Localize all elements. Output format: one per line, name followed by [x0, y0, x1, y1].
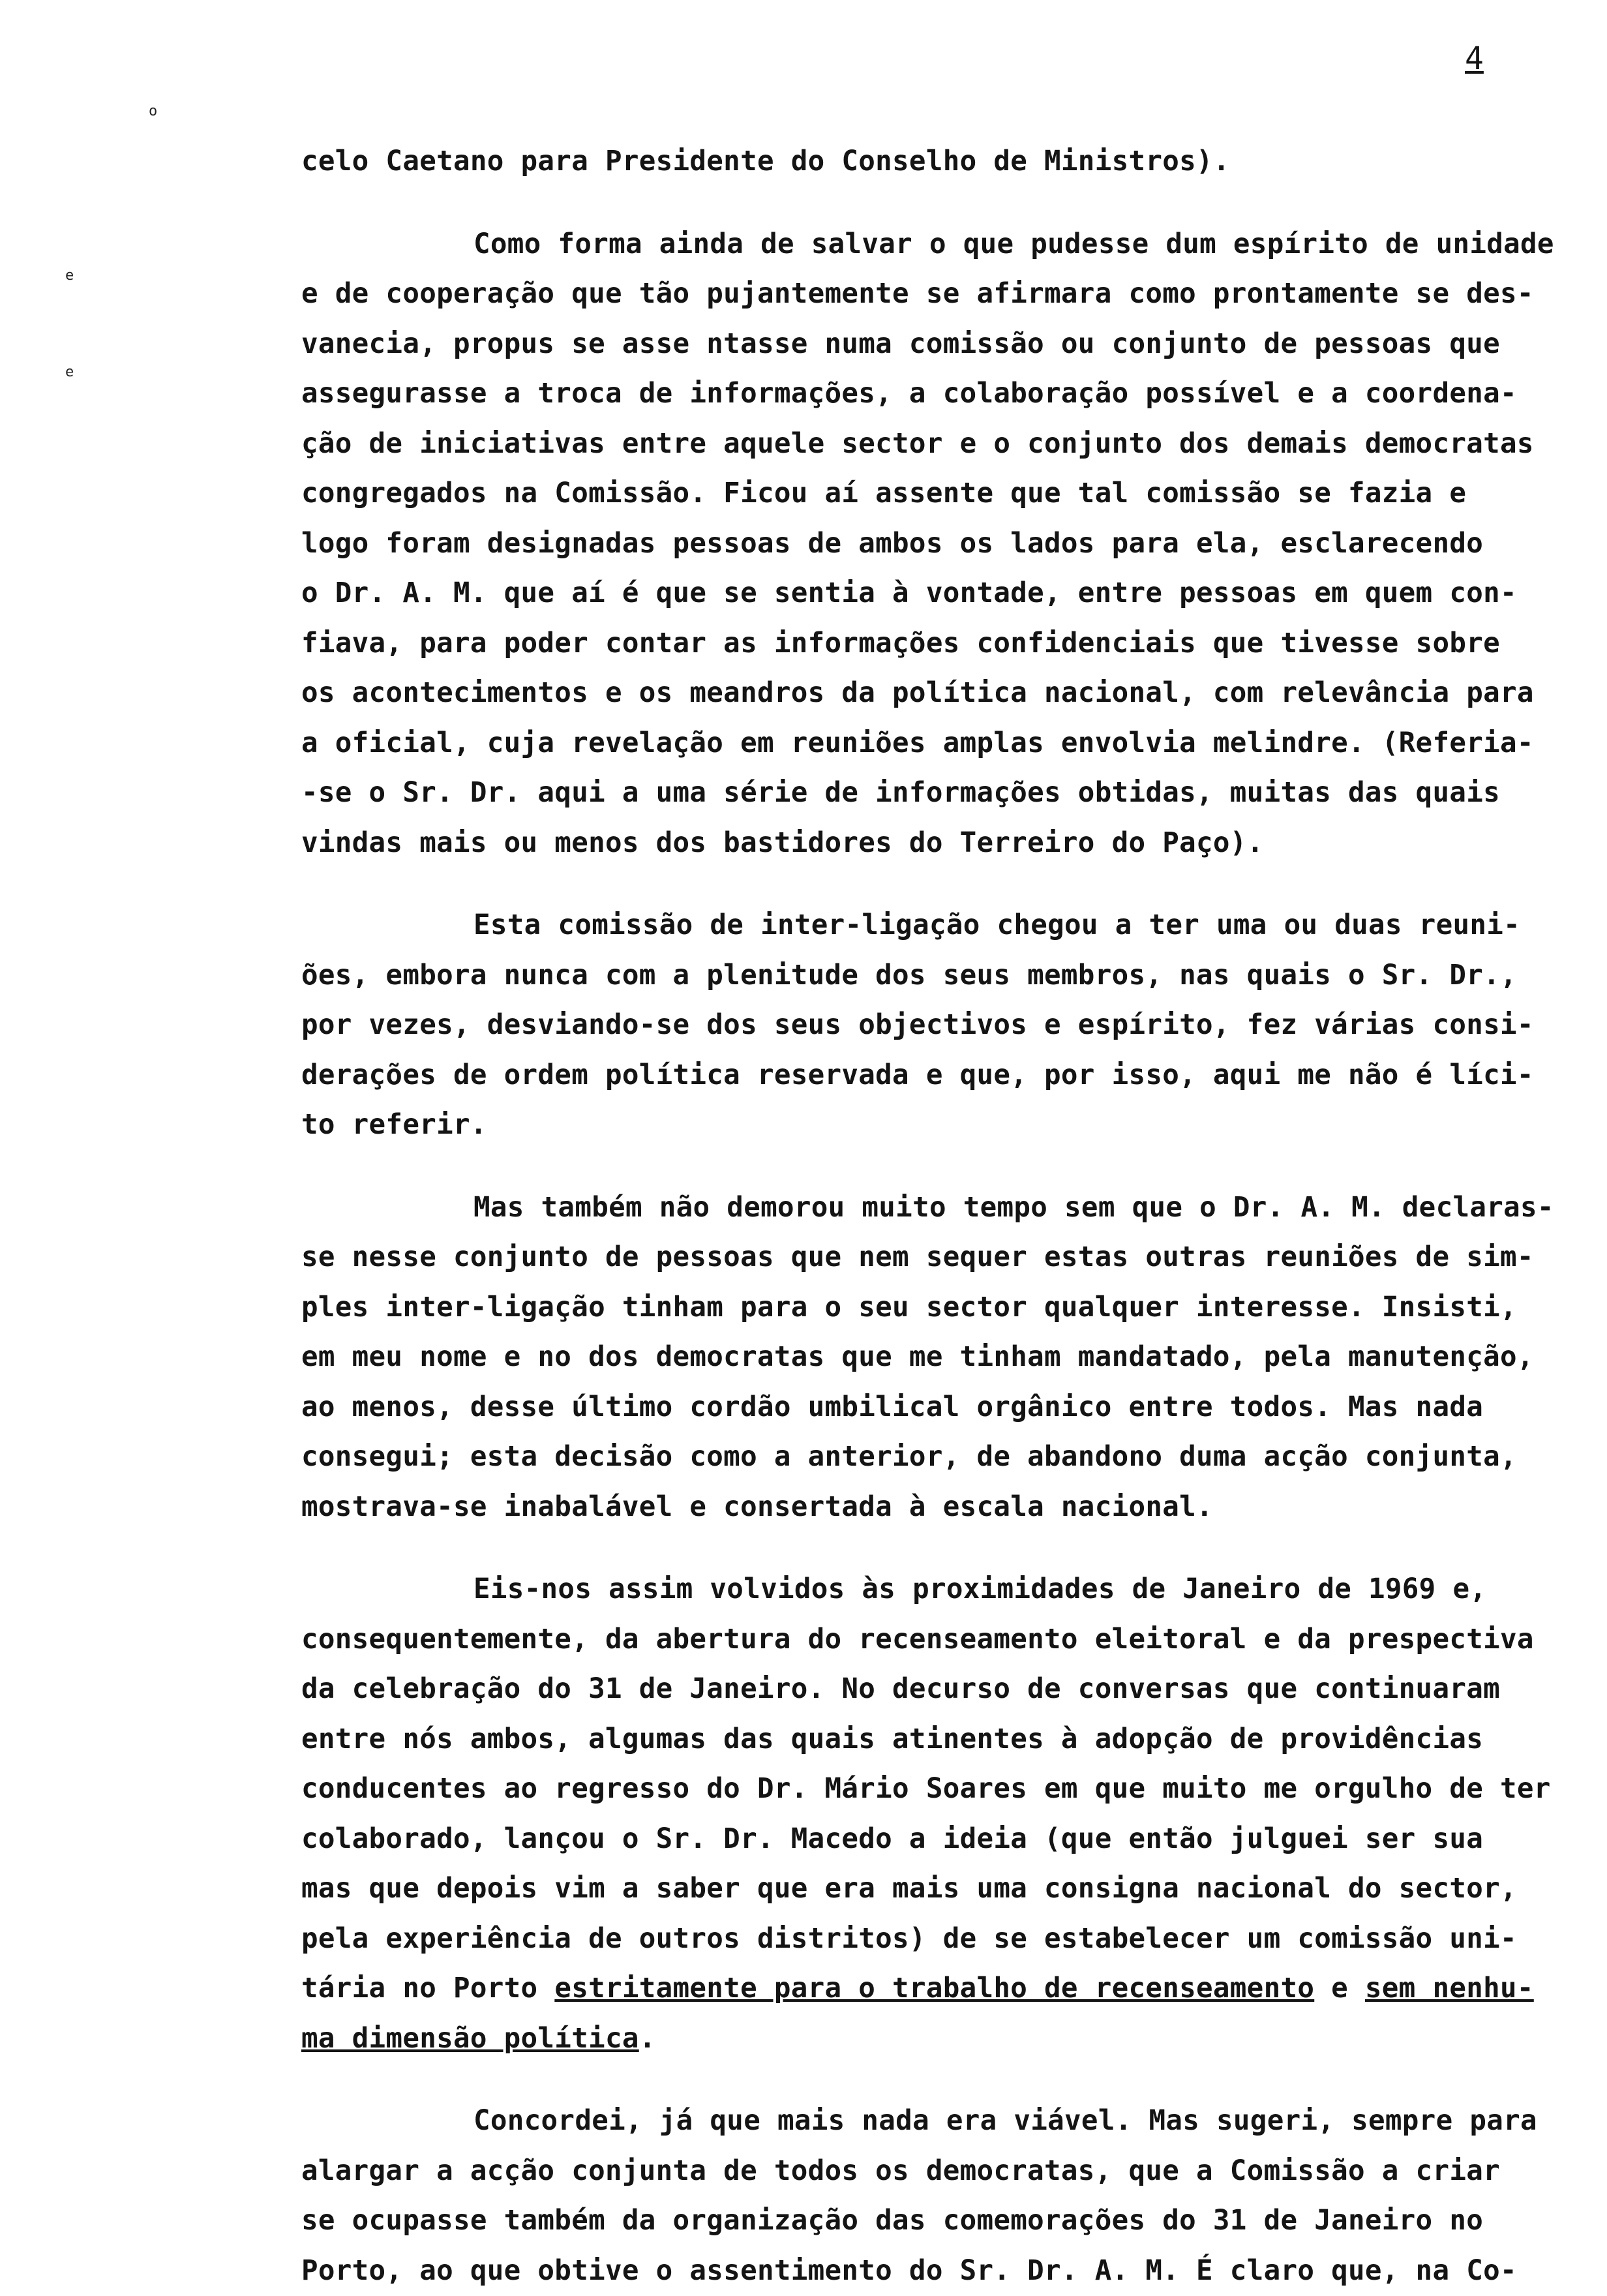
text-line: os acontecimentos e os meandros da política nacional, com relevância para: [301, 669, 1567, 719]
text-segment: e: [1331, 1972, 1348, 2004]
text-line: logo foram designadas pessoas de ambos os lados para ela, esclarecendo: [301, 519, 1567, 569]
paragraph-first-line: Como forma ainda de salvar o que pudesse dum espírito de unidade: [301, 220, 1567, 270]
page-number: 4: [1465, 40, 1484, 77]
margin-mark: e: [65, 364, 74, 380]
underlined-phrase: ma dimensão política: [301, 2023, 639, 2055]
text-line: vanecia, propus se asse ntasse numa comissão ou conjunto de pessoas que: [301, 320, 1567, 370]
text-line: fiava, para poder contar as informações confidenciais que tivesse sobre: [301, 619, 1567, 669]
text-segment: .: [639, 2023, 656, 2055]
text-line: entre nós ambos, algumas das quais atinentes à adopção de providências: [301, 1715, 1567, 1765]
text-line: consequentemente, da abertura do recenseamento eleitoral e da prespectiva: [301, 1615, 1567, 1665]
text-line: por vezes, desviando-se dos seus objectivos e espírito, fez várias consi-: [301, 1001, 1567, 1051]
text-line: celo Caetano para Presidente do Conselho de Ministros).: [301, 137, 1567, 187]
text-line: congregados na Comissão. Ficou aí assente que tal comissão se fazia e: [301, 469, 1567, 519]
text-line: to referir.: [301, 1100, 1567, 1151]
text-line: ção de iniciativas entre aquele sector e o conjunto dos demais democratas: [301, 419, 1567, 470]
margin-mark: e: [65, 267, 74, 284]
text-line: ples inter-ligação tinham para o seu sector qualquer interesse. Insisti,: [301, 1283, 1567, 1333]
underlined-phrase: sem nenhu-: [1365, 1972, 1534, 2004]
text-line-with-underline: [301, 1964, 1567, 2014]
text-line-with-underline: [301, 2014, 1567, 2064]
text-line: mas que depois vim a saber que era mais uma consigna nacional do sector,: [301, 1864, 1567, 1914]
text-line: da celebração do 31 de Janeiro. No decurso de conversas que continuaram: [301, 1665, 1567, 1715]
text-line: assegurasse a troca de informações, a colaboração possível e a coordena-: [301, 369, 1567, 419]
paragraph-first-line: Eis-nos assim volvidos às proximidades de Janeiro de 1969 e,: [301, 1565, 1567, 1615]
text-line: em meu nome e no dos democratas que me tinham mandatado, pela manutenção,: [301, 1333, 1567, 1383]
text-line: consegui; esta decisão como a anterior, de abandono duma acção conjunta,: [301, 1432, 1567, 1483]
underlined-phrase: estritamente para o trabalho de recenseamento: [554, 1972, 1314, 2004]
paragraph-first-line: Esta comissão de inter-ligação chegou a ter uma ou duas reuni-: [301, 901, 1567, 951]
text-line: vindas mais ou menos dos bastidores do Terreiro do Paço).: [301, 819, 1567, 869]
text-line: a oficial, cuja revelação em reuniões amplas envolvia melindre. (Referia-: [301, 719, 1567, 769]
document-body: [301, 137, 1567, 2296]
text-line: ao menos, desse último cordão umbilical orgânico entre todos. Mas nada: [301, 1383, 1567, 1433]
text-line: ões, embora nunca com a plenitude dos seus membros, nas quais o Sr. Dr.,: [301, 951, 1567, 1001]
text-line: derações de ordem política reservada e que, por isso, aqui me não é líci-: [301, 1051, 1567, 1101]
text-line: alargar a acção conjunta de todos os democratas, que a Comissão a criar: [301, 2147, 1567, 2197]
paragraph-first-line: Concordei, já que mais nada era viável. Mas sugeri, sempre para: [301, 2096, 1567, 2147]
text-line: se nesse conjunto de pessoas que nem sequer estas outras reuniões de sim-: [301, 1233, 1567, 1283]
text-line: pela experiência de outros distritos) de se estabelecer um comissão uni-: [301, 1914, 1567, 1965]
paragraph-first-line: Mas também não demorou muito tempo sem que o Dr. A. M. declaras-: [301, 1183, 1567, 1233]
text-line: Porto, ao que obtive o assentimento do Sr. Dr. A. M. É claro que, na Co-: [301, 2246, 1567, 2296]
text-segment: tária no Porto: [301, 1972, 537, 2004]
text-line: conducentes ao regresso do Dr. Mário Soares em que muito me orgulho de ter: [301, 1764, 1567, 1815]
text-line: se ocupasse também da organização das comemorações do 31 de Janeiro no: [301, 2196, 1567, 2246]
text-line: mostrava-se inabalável e consertada à escala nacional.: [301, 1483, 1567, 1533]
margin-mark: o: [149, 103, 157, 119]
text-line: -se o Sr. Dr. aqui a uma série de informações obtidas, muitas das quais: [301, 768, 1567, 819]
text-line: colaborado, lançou o Sr. Dr. Macedo a ideia (que então julguei ser sua: [301, 1815, 1567, 1865]
text-line: o Dr. A. M. que aí é que se sentia à vontade, entre pessoas em quem con-: [301, 569, 1567, 619]
text-line: e de cooperação que tão pujantemente se afirmara como prontamente se des-: [301, 269, 1567, 320]
